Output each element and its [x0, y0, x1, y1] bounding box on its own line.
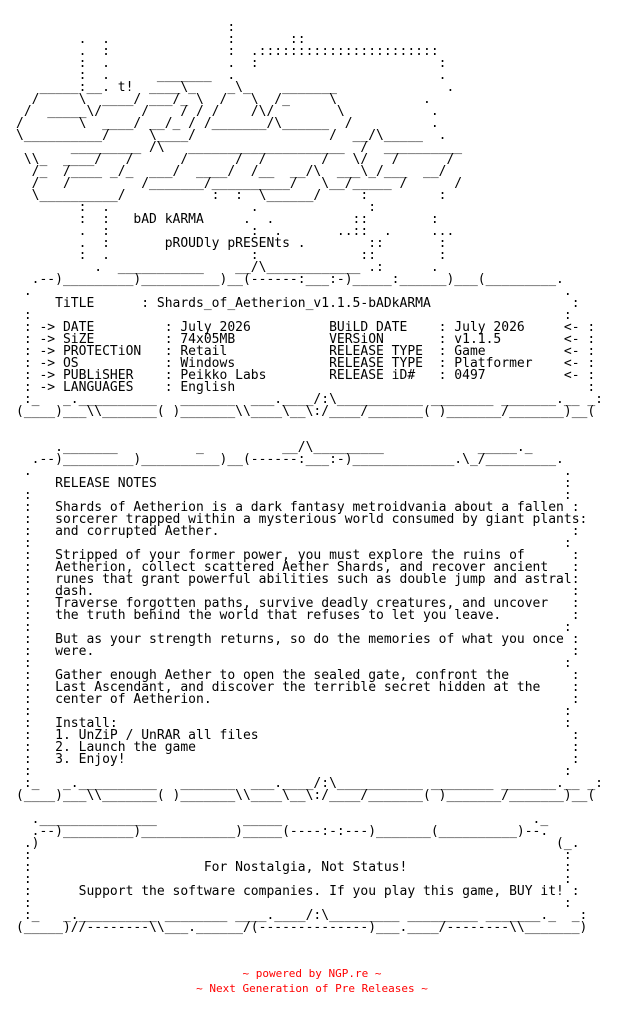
- footer: [0, 966, 624, 996]
- nfo-line: : Traverse forgotten paths, survive deadly creatures, and uncover :: [16, 596, 580, 611]
- nfo-line: : the truth behind the world that refuses to let you leave. :: [16, 608, 580, 623]
- nfo-line: : 2. Launch the game :: [16, 740, 580, 755]
- nfo-line: . . : ::: [16, 32, 306, 47]
- nfo-line: : : bAD kARMA . . :: :: [16, 212, 439, 227]
- nfo-line: . : : . ..:: . ...: [16, 224, 455, 239]
- nfo-line: ._______________ _____ ._: [16, 812, 549, 827]
- powered-by-link[interactable]: ~ powered by NGP.re ~: [242, 967, 382, 980]
- nfo-line: : Install: :: [16, 716, 572, 731]
- nfo-line: : were. :: [16, 644, 580, 659]
- nfo-line: :_ _.__________ _______ ___.____/:\___________ ________ _______.__ _:: [16, 392, 603, 407]
- nfo-line: / \ ____/ __/_ / /_______/\______ / .: [16, 116, 439, 131]
- nfo-line: : :: [16, 848, 572, 863]
- tagline-link[interactable]: ~ Next Generation of Pre Releases ~: [196, 982, 428, 995]
- nfo-line: : runes that grant powerful abilities such as double jump and astral:: [16, 572, 580, 587]
- nfo-line: / _____\/ / / / / /\/ \ .: [16, 104, 439, 119]
- nfo-line: : . . :: [16, 200, 377, 215]
- nfo-line: :_ _.__________ ________ ____.____/:\_________ _________ _______._ _:: [16, 908, 588, 923]
- nfo-line: [16, 418, 603, 430]
- nfo-line: . : : .:::::::::::::::::::::::: [16, 44, 439, 59]
- nfo-line: . .: [16, 284, 572, 299]
- nfo-line: : sorcerer trapped within a mysterious world consumed by giant plants:: [16, 512, 588, 527]
- nfo-line: : -> PROTECTiON : Retail RELEASE TYPE : Game <- :: [16, 344, 596, 359]
- nfo-line: .--)_________)____________)_____(----:-:---)_______(__________)--.: [16, 824, 549, 839]
- nfo-line: : -> SiZE : 74x05MB VERSiON : v1.1.5 <- :: [16, 332, 596, 347]
- nfo-line: : and corrupted Aether. :: [16, 524, 580, 539]
- nfo-line: : Last Ascendant, and discover the terrible secret hidden at the :: [16, 680, 580, 695]
- nfo-line: .--)_________)__________)__(------:___:-)_____:______)___(_________.: [16, 272, 564, 287]
- nfo-line: _____:__. t! ____\_ _\_ _______ .: [16, 80, 455, 95]
- nfo-line: : For Nostalgia, Not Status! :: [16, 860, 572, 875]
- nfo-line: \__________/ : : \______/ : :: [16, 188, 447, 203]
- nfo-line: : . . : :: [16, 56, 447, 71]
- nfo-line: : -> DATE : July 2026 BUiLD DATE : July 2026 <- :: [16, 320, 596, 335]
- nfo-art: [16, 22, 603, 934]
- nfo-line: : :: [16, 308, 572, 323]
- nfo-line: : :: [16, 620, 572, 635]
- nfo-line: : -> OS : Windows RELEASE TYPE : Platformer <- :: [16, 356, 596, 371]
- nfo-line: : :: [16, 488, 572, 503]
- nfo-line: / \ ____/ ___/_ \ / \ /_ \ .: [16, 92, 431, 107]
- nfo-line: : :: [16, 704, 572, 719]
- nfo-line: : . _______ . .: [16, 68, 447, 83]
- nfo-line: : Support the software companies. If you play this game, BUY it! :: [16, 884, 580, 899]
- nfo-line: \\_ ____/ / / / / / \/ / /: [16, 152, 455, 167]
- nfo-line: . ___________ __/\____________ .: .: [16, 260, 439, 275]
- nfo-line: TiTLE : Shards_of_Aetherion_v1.1.5-bADkARMA :: [16, 296, 580, 311]
- nfo-line: : Stripped of your former power, you must explore the ruins of :: [16, 548, 580, 563]
- nfo-line: : 1. UnZiP / UnRAR all files :: [16, 728, 580, 743]
- nfo-line: : But as your strength returns, so do the memories of what you once :: [16, 632, 580, 647]
- nfo-line: / / /_______/__________/ \__/_____ / /: [16, 176, 463, 191]
- nfo-line: : 3. Enjoy! :: [16, 752, 580, 767]
- nfo-line: ._______ _ __/\_________ _____._: [16, 440, 533, 455]
- nfo-line: : . : :: :: [16, 248, 447, 263]
- nfo-line: : :: [16, 536, 572, 551]
- nfo-line: (_____)//--------\\___.______/(--------------)___.____/--------\\_______): [16, 920, 588, 935]
- nfo-line: (____)___\\_______( )_______\\____\__\:/____/_______( )_______/_______)__(: [16, 404, 596, 419]
- nfo-line: : :: [16, 656, 572, 671]
- nfo-line: : :: [16, 764, 572, 779]
- nfo-line: . : pROUDly pRESENts . :: :: [16, 236, 447, 251]
- nfo-line: :: [16, 20, 236, 35]
- nfo-line: : :: [16, 872, 572, 887]
- nfo-line: (____)___\\_______( )_______\\____\__\:/____/_______( )_______/_______)__(: [16, 788, 596, 803]
- nfo-line: /_ /____ _/_ ___/ ____/ /__ __/\ ___\_/___ __/: [16, 164, 447, 179]
- nfo-line: \__________/ \____/ / __/\_____ .: [16, 128, 447, 143]
- nfo-line: .--)_________)__________)__(------:___:-)_____________.\_/_________.: [16, 452, 564, 467]
- nfo-line: : dash. :: [16, 584, 580, 599]
- nfo-line: : -> LANGUAGES : English :: [16, 380, 596, 395]
- nfo-line: : Shards of Aetherion is a dark fantasy metroidvania about a fallen :: [16, 500, 580, 515]
- nfo-line: . .: [16, 464, 572, 479]
- nfo-line: _________ /\ ____________________ / __________: [16, 140, 463, 155]
- nfo-line: : -> PUBLiSHER : Peikko Labs RELEASE iD# : 0497 <- :: [16, 368, 596, 383]
- nfo-line: : :: [16, 896, 572, 911]
- nfo-line: : Gather enough Aether to open the sealed gate, confront the :: [16, 668, 580, 683]
- nfo-line: :_ _.__________ _______ ___.____/:\___________ ________ _______.__ _:: [16, 776, 603, 791]
- nfo-line: : center of Aetherion. :: [16, 692, 580, 707]
- nfo-line: RELEASE NOTES :: [16, 476, 572, 491]
- nfo-line: : Aetherion, collect scattered Aether Shards, and recover ancient :: [16, 560, 580, 575]
- nfo-line: .) (_.: [16, 836, 580, 851]
